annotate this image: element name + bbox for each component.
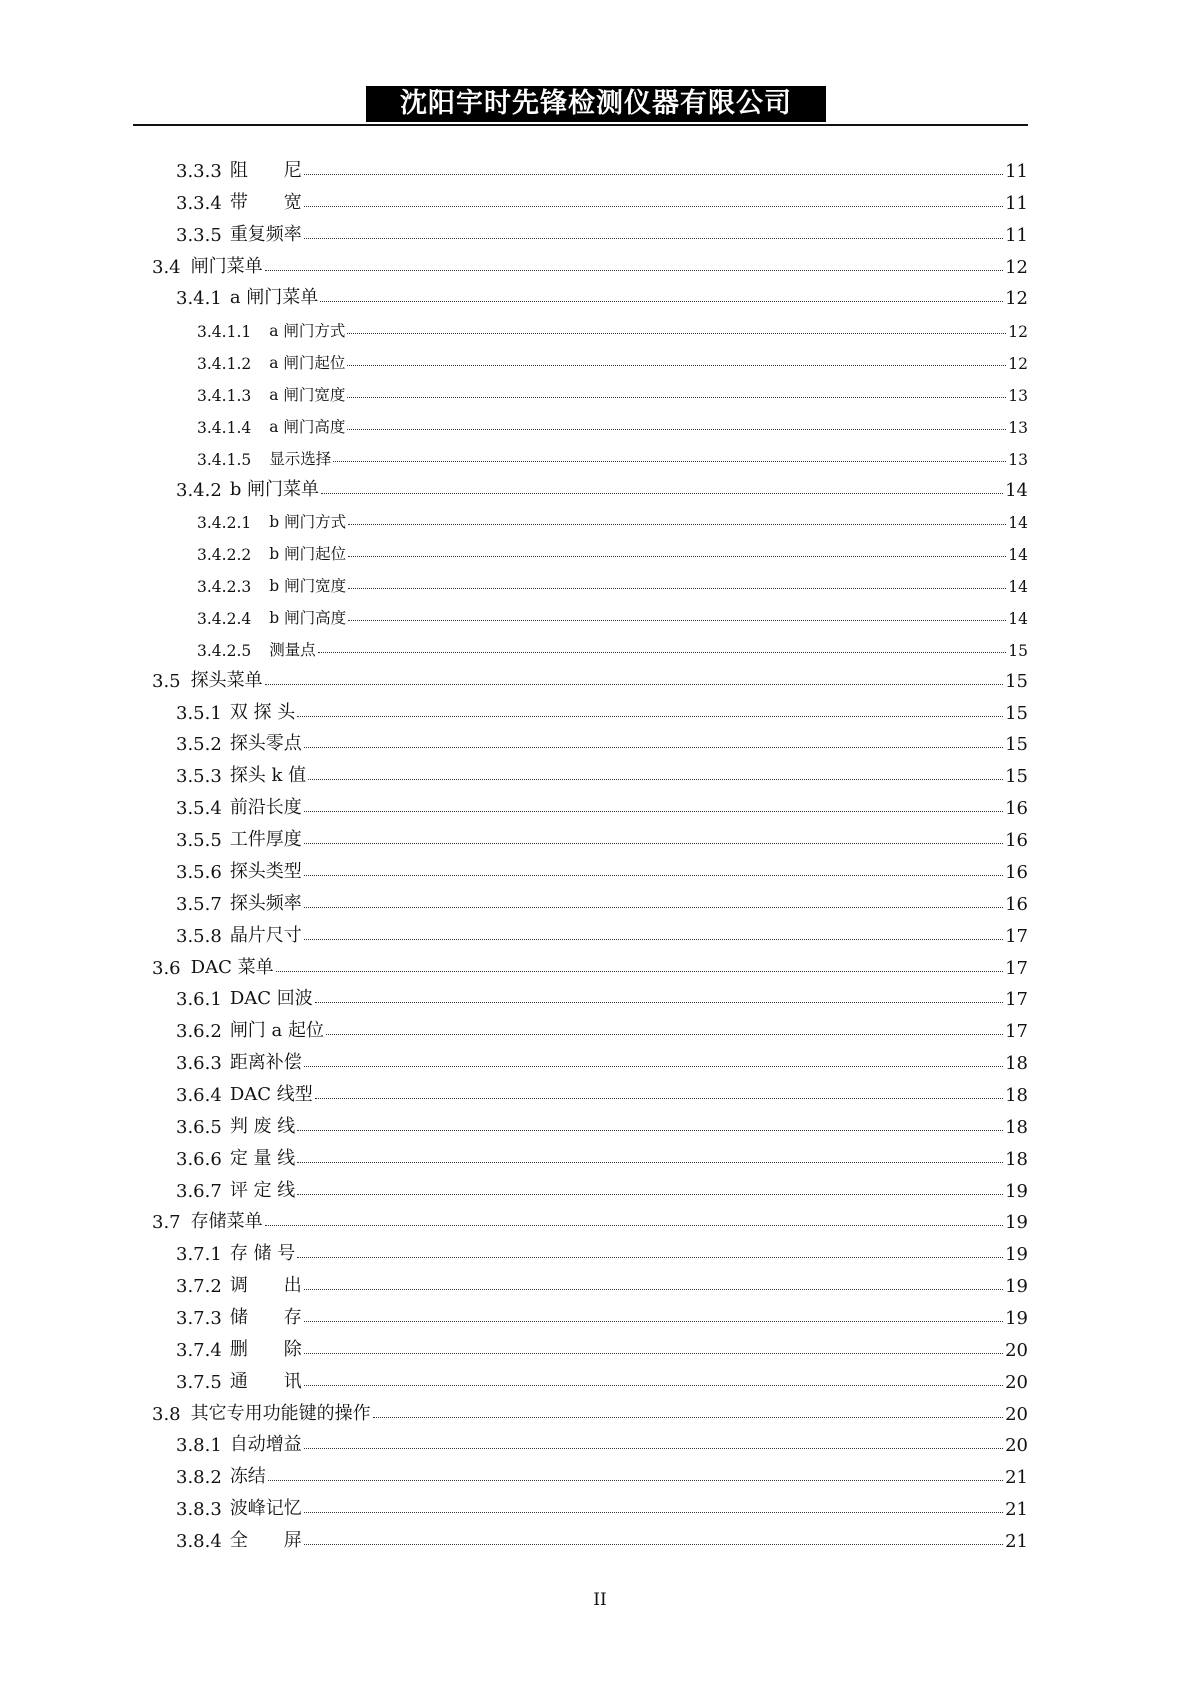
- toc-entry-title: 自动增益: [229, 1434, 302, 1456]
- toc-dot-leader: [304, 875, 1003, 876]
- toc-entry-number: 3.7.1: [176, 1244, 222, 1266]
- toc-entry-number: 3.3.3: [176, 161, 222, 182]
- toc-dot-leader: [308, 779, 1003, 780]
- toc-entry-number: 3.5.1: [176, 702, 222, 724]
- toc-entry-number: 3.5.5: [176, 830, 222, 852]
- toc-entry-number: 3.5.2: [176, 734, 222, 756]
- company-header: 沈阳宇时先锋检测仪器有限公司: [366, 86, 826, 122]
- toc-entry-title: 双 探 头: [229, 701, 296, 723]
- toc-dot-leader: [373, 1417, 1003, 1418]
- toc-entry-page: 12: [1008, 323, 1028, 342]
- toc-entry[interactable]: [197, 598, 1028, 628]
- toc-entry[interactable]: [176, 1108, 1028, 1138]
- toc-entry-number: 3.8.4: [176, 1530, 222, 1552]
- toc-entry-page: 20: [1005, 1339, 1028, 1361]
- toc-dot-leader: [297, 1257, 1003, 1258]
- toc-entry[interactable]: [176, 885, 1028, 915]
- toc-entry-number: 3.8.1: [176, 1435, 222, 1457]
- toc-entry[interactable]: [197, 439, 1028, 469]
- toc-entry-title: a 闸门高度: [269, 417, 346, 436]
- toc-entry-number: 3.6.6: [176, 1148, 222, 1170]
- toc-entry-number: 3.4.1.2: [197, 355, 252, 374]
- toc-entry-title: 晶片尺寸: [229, 924, 302, 946]
- toc-dot-leader: [304, 238, 1003, 239]
- toc-entry[interactable]: [197, 630, 1028, 660]
- toc-dot-leader: [333, 461, 1006, 462]
- toc-entry-title: 重复频率: [229, 223, 302, 245]
- toc-entry-title: 冻结: [229, 1466, 266, 1488]
- toc-entry-title: a 闸门宽度: [269, 386, 346, 405]
- toc-entry-title: 删 除: [229, 1338, 302, 1360]
- toc-entry-number: 3.4.1: [176, 288, 222, 310]
- toc-entry[interactable]: [176, 216, 1028, 246]
- toc-entry[interactable]: [176, 1363, 1028, 1393]
- toc-entry-title: 显示选择: [269, 449, 332, 468]
- toc-entry[interactable]: [197, 407, 1028, 437]
- toc-entry-page: 20: [1005, 1403, 1028, 1425]
- toc-entry[interactable]: [152, 1203, 1028, 1233]
- toc-dot-leader: [297, 1194, 1003, 1195]
- toc-dot-leader: [276, 971, 1004, 972]
- toc-entry-title: a 闸门起位: [269, 354, 346, 373]
- toc-entry-page: 16: [1005, 893, 1028, 915]
- toc-entry-page: 15: [1005, 670, 1028, 692]
- toc-dot-leader: [304, 1353, 1003, 1354]
- toc-entry-number: 3.8: [152, 1403, 181, 1425]
- toc-entry-title: 探头零点: [229, 733, 302, 755]
- toc-dot-leader: [304, 206, 1003, 207]
- toc-entry-title: 探头频率: [229, 892, 302, 914]
- toc-entry-title: 储 存: [229, 1306, 302, 1328]
- toc-entry-title: DAC 线型: [229, 1083, 313, 1105]
- toc-entry-number: 3.8.2: [176, 1467, 222, 1489]
- toc-entry-page: 18: [1005, 1084, 1028, 1106]
- header-rule: [133, 124, 1028, 126]
- toc-entry-number: 3.4.2.1: [197, 514, 252, 533]
- toc-dot-leader: [265, 270, 1003, 271]
- toc-entry-page: 16: [1005, 861, 1028, 883]
- toc-entry[interactable]: [176, 917, 1028, 947]
- toc-entry-page: 16: [1005, 798, 1028, 820]
- toc-entry-number: 3.7.2: [176, 1276, 222, 1298]
- toc-entry[interactable]: [176, 1267, 1028, 1297]
- toc-entry-page: 12: [1005, 288, 1028, 310]
- toc-entry-page: 13: [1008, 418, 1028, 437]
- toc-dot-leader: [347, 397, 1006, 398]
- toc-entry-title: DAC 菜单: [190, 956, 274, 978]
- toc-entry-number: 3.5.3: [176, 766, 222, 788]
- toc-entry[interactable]: [152, 1395, 1028, 1425]
- toc-entry-number: 3.7: [152, 1212, 181, 1234]
- toc-entry[interactable]: [197, 311, 1028, 341]
- toc-entry[interactable]: [176, 1426, 1028, 1456]
- toc-entry-page: 21: [1005, 1530, 1028, 1552]
- toc-entry-number: 3.7.5: [176, 1371, 222, 1393]
- toc-entry-number: 3.6: [152, 957, 181, 979]
- toc-entry-title: b 闸门高度: [269, 609, 347, 628]
- toc-entry[interactable]: [176, 1140, 1028, 1170]
- toc-entry-page: 18: [1005, 1053, 1028, 1075]
- toc-entry-title: 工件厚度: [229, 829, 302, 851]
- toc-entry-page: 13: [1008, 387, 1028, 406]
- toc-dot-leader: [304, 1385, 1003, 1386]
- toc-entry-page: 14: [1008, 514, 1028, 533]
- toc-entry-number: 3.4.1.3: [197, 387, 252, 406]
- toc-entry-page: 19: [1005, 1244, 1028, 1266]
- toc-entry-page: 14: [1008, 610, 1028, 629]
- toc-entry-title: 探头 k 值: [229, 765, 307, 787]
- toc-dot-leader: [297, 1162, 1003, 1163]
- toc-dot-leader: [304, 1066, 1003, 1067]
- toc-entry-title: 带 宽: [229, 191, 302, 213]
- toc-entry-number: 3.4.1.5: [197, 450, 252, 469]
- toc-entry-title: b 闸门菜单: [229, 478, 320, 500]
- toc-entry-title: 测量点: [269, 640, 316, 659]
- toc-entry-page: 17: [1005, 925, 1028, 947]
- toc-entry-page: 15: [1005, 702, 1028, 724]
- toc-entry[interactable]: [197, 502, 1028, 532]
- toc-entry-page: 21: [1005, 1467, 1028, 1489]
- toc-entry-page: 16: [1005, 830, 1028, 852]
- toc-entry-page: 14: [1008, 578, 1028, 597]
- toc-entry-number: 3.4.1.4: [197, 418, 252, 437]
- toc-entry-page: 20: [1005, 1435, 1028, 1457]
- toc-entry-number: 3.4.2.3: [197, 578, 252, 597]
- toc-entry[interactable]: [176, 1299, 1028, 1329]
- toc-entry-title: DAC 回波: [229, 988, 313, 1010]
- toc-entry[interactable]: [176, 1172, 1028, 1202]
- toc-entry-number: 3.4: [152, 256, 181, 278]
- toc-entry-title: 探头类型: [229, 860, 302, 882]
- toc-entry[interactable]: [176, 1522, 1028, 1552]
- toc-dot-leader: [268, 1480, 1003, 1481]
- toc-entry-number: 3.3.5: [176, 224, 222, 246]
- toc-entry[interactable]: [197, 343, 1028, 373]
- toc-dot-leader: [315, 1002, 1003, 1003]
- toc-entry-page: 15: [1005, 734, 1028, 756]
- toc-entry-title: 调 出: [229, 1275, 302, 1297]
- toc-entry-page: 11: [1005, 224, 1028, 246]
- toc-dot-leader: [304, 1448, 1003, 1449]
- toc-entry[interactable]: [176, 1458, 1028, 1488]
- toc-entry-page: 17: [1005, 989, 1028, 1011]
- toc-entry-title: a 闸门菜单: [229, 287, 319, 309]
- toc-entry[interactable]: [197, 375, 1028, 405]
- toc-entry-title: 存 储 号: [229, 1243, 296, 1265]
- toc-entry-page: 18: [1005, 1116, 1028, 1138]
- toc-entry-number: 3.6.1: [176, 989, 222, 1011]
- toc-entry-page: 14: [1008, 546, 1028, 565]
- toc-entry-number: 3.4.2.4: [197, 610, 252, 629]
- toc-entry-page: 15: [1008, 641, 1028, 660]
- toc-entry-title: 其它专用功能键的操作: [190, 1402, 371, 1424]
- toc-dot-leader: [297, 1130, 1003, 1131]
- toc-dot-leader: [265, 684, 1003, 685]
- toc-entry[interactable]: [176, 725, 1028, 755]
- toc-entry[interactable]: [176, 1490, 1028, 1520]
- toc-entry-number: 3.6.4: [176, 1084, 222, 1106]
- toc-entry-title: 阻 尼: [229, 160, 302, 181]
- toc-dot-leader: [347, 365, 1006, 366]
- toc-entry[interactable]: [176, 1012, 1028, 1042]
- toc-entry-number: 3.6.2: [176, 1021, 222, 1043]
- toc-entry-page: 12: [1008, 355, 1028, 374]
- toc-entry[interactable]: [176, 1235, 1028, 1265]
- toc-entry-title: 波峰记忆: [229, 1498, 302, 1520]
- toc-entry-page: 17: [1005, 957, 1028, 979]
- toc-dot-leader: [318, 652, 1007, 653]
- toc-entry-title: a 闸门方式: [269, 322, 346, 341]
- toc-entry-number: 3.8.3: [176, 1499, 222, 1521]
- toc-entry-page: 19: [1005, 1276, 1028, 1298]
- toc-dot-leader: [304, 174, 1003, 175]
- toc-entry[interactable]: [176, 279, 1028, 309]
- toc-dot-leader: [348, 556, 1006, 557]
- toc-dot-leader: [304, 747, 1003, 748]
- toc-entry[interactable]: [152, 662, 1028, 692]
- toc-dot-leader: [265, 1225, 1003, 1226]
- toc-dot-leader: [315, 1098, 1003, 1099]
- toc-dot-leader: [321, 493, 1003, 494]
- toc-entry-page: 17: [1005, 1021, 1028, 1043]
- toc-entry[interactable]: [176, 980, 1028, 1010]
- toc-entry[interactable]: [176, 757, 1028, 787]
- toc-entry-title: 闸门菜单: [190, 255, 263, 277]
- toc-entry-number: 3.4.2.2: [197, 546, 252, 565]
- toc-entry[interactable]: [197, 566, 1028, 596]
- toc-entry-number: 3.4.1.1: [197, 323, 252, 342]
- toc-entry-page: 19: [1005, 1180, 1028, 1202]
- toc-entry-number: 3.5.8: [176, 925, 222, 947]
- toc-entry-number: 3.4.2.5: [197, 641, 252, 660]
- toc-entry-number: 3.5.7: [176, 893, 222, 915]
- toc-entry-title: b 闸门方式: [269, 513, 347, 532]
- toc-entry-page: 14: [1005, 479, 1028, 501]
- toc-entry[interactable]: [176, 471, 1028, 501]
- toc-entry-number: 3.6.7: [176, 1180, 222, 1202]
- toc-dot-leader: [304, 843, 1003, 844]
- toc-entry[interactable]: [176, 184, 1028, 214]
- toc-entry[interactable]: [176, 853, 1028, 883]
- toc-dot-leader: [347, 429, 1006, 430]
- toc-entry[interactable]: [176, 821, 1028, 851]
- toc-entry[interactable]: [152, 949, 1028, 979]
- toc-entry-title: 评 定 线: [229, 1179, 296, 1201]
- toc-entry-page: 13: [1008, 450, 1028, 469]
- toc-entry-title: 闸门 a 起位: [229, 1020, 324, 1042]
- toc-entry-page: 19: [1005, 1212, 1028, 1234]
- toc-dot-leader: [348, 588, 1006, 589]
- toc-dot-leader: [304, 939, 1003, 940]
- toc-entry-page: 15: [1005, 766, 1028, 788]
- toc-entry-number: 3.5.4: [176, 798, 222, 820]
- toc-entry-title: 全 屏: [229, 1529, 302, 1551]
- toc-entry[interactable]: [176, 694, 1028, 724]
- toc-entry[interactable]: [176, 1331, 1028, 1361]
- toc-entry-number: 3.5.6: [176, 861, 222, 883]
- page-number: II: [593, 1590, 607, 1610]
- toc-entry-page: 21: [1005, 1499, 1028, 1521]
- toc-entry-number: 3.7.4: [176, 1339, 222, 1361]
- toc-entry[interactable]: [176, 789, 1028, 819]
- toc-entry-title: 前沿长度: [229, 797, 302, 819]
- toc-entry-number: 3.4.2: [176, 479, 222, 501]
- toc-entry-number: 3.6.5: [176, 1116, 222, 1138]
- toc-dot-leader: [326, 1034, 1003, 1035]
- toc-entry-number: 3.3.4: [176, 192, 222, 214]
- toc-entry[interactable]: [176, 1044, 1028, 1074]
- toc-entry[interactable]: [176, 152, 1028, 182]
- toc-entry-page: 18: [1005, 1148, 1028, 1170]
- toc-entry[interactable]: [197, 534, 1028, 564]
- toc-dot-leader: [348, 620, 1006, 621]
- toc-dot-leader: [304, 811, 1003, 812]
- toc-entry-title: 距离补偿: [229, 1052, 302, 1074]
- toc-entry-title: b 闸门起位: [269, 545, 347, 564]
- toc-dot-leader: [304, 907, 1003, 908]
- toc-entry-page: 11: [1005, 161, 1028, 182]
- toc-dot-leader: [304, 1321, 1003, 1322]
- toc-entry-number: 3.7.3: [176, 1307, 222, 1329]
- toc-entry-page: 11: [1005, 192, 1028, 214]
- toc-entry-title: 探头菜单: [190, 669, 263, 691]
- toc-entry-page: 19: [1005, 1307, 1028, 1329]
- toc-entry-number: 3.5: [152, 670, 181, 692]
- toc-dot-leader: [347, 333, 1006, 334]
- toc-entry-number: 3.6.3: [176, 1053, 222, 1075]
- toc-dot-leader: [304, 1512, 1003, 1513]
- toc-dot-leader: [297, 716, 1003, 717]
- toc-entry[interactable]: [152, 248, 1028, 278]
- toc-entry-page: 12: [1005, 256, 1028, 278]
- toc-entry-title: 定 量 线: [229, 1147, 296, 1169]
- toc-entry-title: b 闸门宽度: [269, 577, 347, 596]
- toc-entry-title: 判 废 线: [229, 1115, 296, 1137]
- toc-entry-title: 通 讯: [229, 1370, 302, 1392]
- toc-dot-leader: [320, 301, 1003, 302]
- toc-entry-title: 存储菜单: [190, 1211, 263, 1233]
- toc-dot-leader: [348, 524, 1006, 525]
- toc-dot-leader: [304, 1544, 1003, 1545]
- toc-dot-leader: [304, 1289, 1003, 1290]
- toc-entry[interactable]: [176, 1076, 1028, 1106]
- toc-entry-page: 20: [1005, 1371, 1028, 1393]
